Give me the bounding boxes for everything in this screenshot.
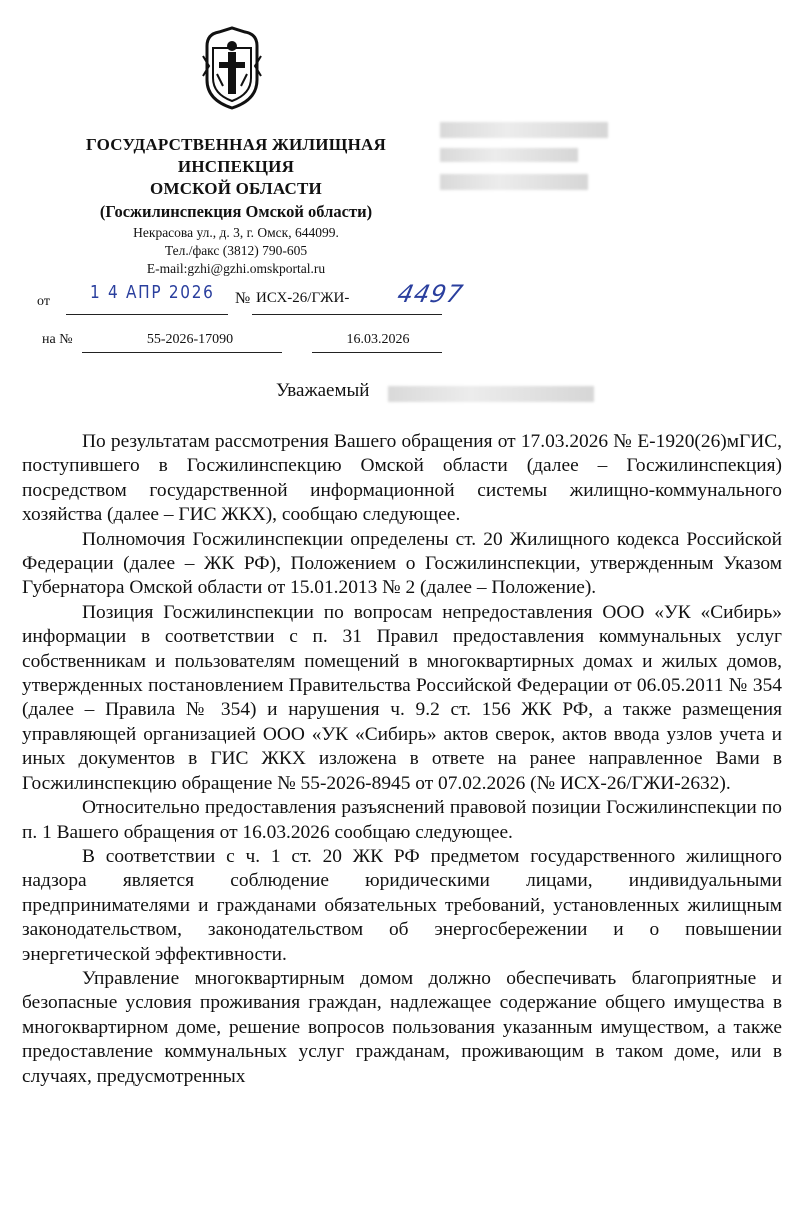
- date-stamp: 1 4 АПР 2026: [90, 282, 215, 303]
- date-underline: [66, 314, 228, 315]
- redacted-addressee: [440, 174, 588, 190]
- redacted-name: [388, 386, 594, 402]
- greeting: Уважаемый: [276, 380, 370, 401]
- body-paragraph: Относительно предоставления разъяснений правовой позиции Госжилинспекции по п. 1 Вашего обращения от 16.03.2026 сообщаю следующее.: [22, 797, 782, 843]
- org-address: Некрасова ул., д. 3, г. Омск, 644099.: [133, 225, 339, 240]
- outgoing-number-handwritten: 4497: [395, 280, 467, 308]
- org-name-line1: ГОСУДАРСТВЕННАЯ ЖИЛИЩНАЯ: [86, 135, 386, 154]
- redacted-addressee: [440, 148, 578, 162]
- body-paragraph: По результатам рассмотрения Вашего обращения от 17.03.2026 № Е-1920(26)мГИС, поступившего в Госжилинспекцию Омской области (далее – Госжилинспекция) посредством государственной информационной системы жилищно-коммунального хозяйства (далее – ГИС ЖКХ), сообщаю следующее.: [22, 431, 782, 526]
- org-phone: Тел./факс (3812) 790-605: [164, 243, 308, 258]
- ref-date-underline: [312, 352, 442, 353]
- body-paragraph: Позиция Госжилинспекции по вопросам непредоставления ООО «УК «Сибирь» информации в соответствии с п. 31 Правил предоставления коммунальных услуг собственникам и пользователям помещений в многоквартирных домах и жилых домов, утвержденных постановлением Правительства Российской Федерации от 06.05.2011 № 354 (далее – Правила № 354) и нарушения ч. 9.2 ст. 156 ЖК РФ, а также размещения управляющей организацией ООО «УК «Сибирь» актов сверок, актов ввода узлов учета и иных документов в ГИС ЖКХ изложена в ответе на ранее направленное Вами в Госжилинспекцию обращение № 55-2026-8945 от 07.02.2026 (№ ИСХ-26/ГЖИ-2632).: [22, 601, 782, 794]
- number-underline: [252, 314, 442, 315]
- org-email: E-mail:gzhi@gzhi.omskportal.ru: [146, 261, 326, 276]
- body-paragraph: В соответствии с ч. 1 ст. 20 ЖК РФ предметом государственного жилищного надзора является соблюдение юридическими лицами, индивидуальными предпринимателями и гражданами обязательных требований, установленных жилищным законодательством, законодательством об энергосбережении и о повышении энергетической эффективности.: [22, 845, 782, 965]
- coat-of-arms-icon: [199, 26, 265, 110]
- body-paragraph: Управление многоквартирным домом должно обеспечивать благоприятные и безопасные условия проживания граждан, надлежащее содержание общего имущества в многоквартирном доме, решение вопросов пользования указанным имуществом, а также предоставление коммунальных услуг гражданам, проживающим в таком доме, или в случаях, предусмотренных: [22, 967, 782, 1087]
- from-label: от: [37, 294, 50, 309]
- number-label: №: [235, 290, 251, 307]
- letter-body: [22, 430, 782, 1089]
- ref-number-underline: [82, 352, 282, 353]
- letterhead: [60, 134, 412, 278]
- ref-label: на №: [42, 332, 73, 347]
- body-paragraph: Полномочия Госжилинспекции определены ст. 20 Жилищного кодекса Российской Федерации (далее – ЖК РФ), Положением о Госжилинспекции, утвержденным Указом Губернатора Омской области от 15.01.2013 № 2 (далее – Положение).: [22, 528, 782, 599]
- ref-number: 55-2026-17090: [146, 332, 234, 347]
- org-short-name: (Госжилинспекция Омской области): [99, 202, 373, 221]
- org-name-line2: ИНСПЕКЦИЯ: [177, 157, 295, 176]
- ref-date: 16.03.2026: [346, 332, 410, 347]
- outgoing-number-prefix: ИСХ-26/ГЖИ-: [256, 290, 350, 306]
- org-name-line3: ОМСКОЙ ОБЛАСТИ: [150, 179, 322, 198]
- redacted-addressee: [440, 122, 608, 138]
